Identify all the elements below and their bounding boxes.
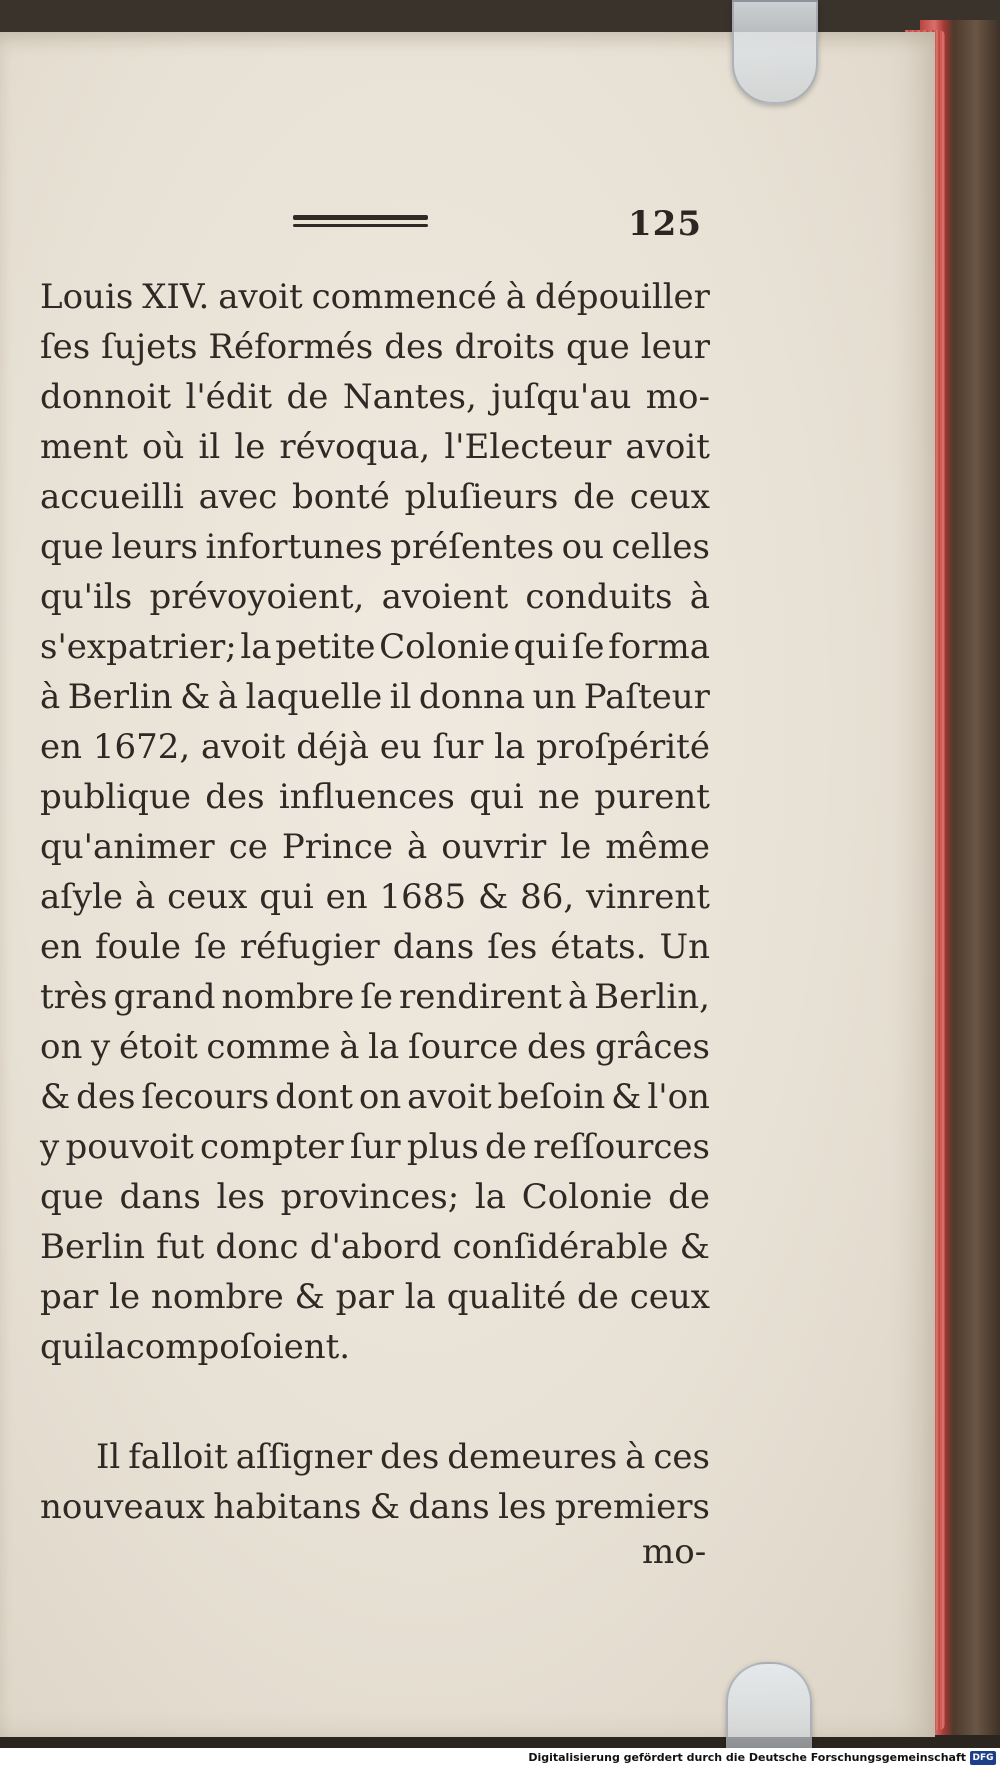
page-number: 125 (628, 204, 702, 244)
text-line: qui la compoſoient. (40, 1327, 351, 1367)
text-line: s'expatrier; la petite Colonie qui ſe forma (40, 627, 710, 667)
text-line: en foule ſe réfugier dans ſes états. Un (40, 927, 710, 967)
catchword: mo- (642, 1532, 707, 1572)
text-line: nouveaux habitans & dans les premiers (40, 1487, 710, 1527)
text-line: donnoit l'édit de Nantes, juſqu'au mo- (40, 377, 710, 417)
text-line: qu'ils prévoyoient, avoient conduits à (40, 577, 710, 617)
body-text (40, 272, 710, 1532)
text-line: ment où il le révoqua, l'Electeur avoit (40, 427, 710, 467)
text-line: que leurs infortunes préſentes ou celles (40, 527, 710, 567)
text-line: Il falloit aſſigner des demeures à ces (96, 1437, 710, 1477)
text-line: & des ſecours dont on avoit beſoin & l'on (40, 1077, 710, 1117)
text-line: en 1672, avoit déjà eu ſur la proſpérité (40, 727, 710, 767)
header-rule-thick (293, 215, 428, 220)
text-line: très grand nombre ſe rendirent à Berlin, (40, 977, 710, 1017)
funding-credit: Digitalisierung gefördert durch die Deutsche Forschungsgemeinschaft (528, 1751, 966, 1764)
text-line: par le nombre & par la qualité de ceux (40, 1277, 710, 1317)
text-line: Louis XIV. avoit commencé à dépouiller (40, 277, 710, 317)
text-line: ſes ſujets Réformés des droits que leur (40, 327, 710, 367)
book-page (0, 32, 935, 1737)
text-line: accueilli avec bonté pluſieurs de ceux (40, 477, 710, 517)
paragraph-gap (40, 1372, 710, 1432)
text-line: qu'animer ce Prince à ouvrir le même (40, 827, 710, 867)
header-rule (293, 215, 428, 227)
header-rule-thin (293, 224, 428, 227)
footer-bar (0, 1748, 1000, 1769)
text-line: Berlin fut donc d'abord conſidérable & (40, 1227, 710, 1267)
dfg-logo-icon: DFG (970, 1751, 996, 1765)
text-line: aſyle à ceux qui en 1685 & 86, vinrent (40, 877, 710, 917)
text-line: publique des influences qui ne purent (40, 777, 710, 817)
text-line: y pouvoit compter ſur plus de reſſources (40, 1127, 710, 1167)
page-clip-bottom (726, 1662, 812, 1756)
text-line: on y étoit comme à la ſource des grâces (40, 1027, 710, 1067)
text-line: à Berlin & à laquelle il donna un Paſteur (40, 677, 710, 717)
page-clip-top (732, 0, 818, 104)
text-line: que dans les provinces; la Colonie de (40, 1177, 710, 1217)
